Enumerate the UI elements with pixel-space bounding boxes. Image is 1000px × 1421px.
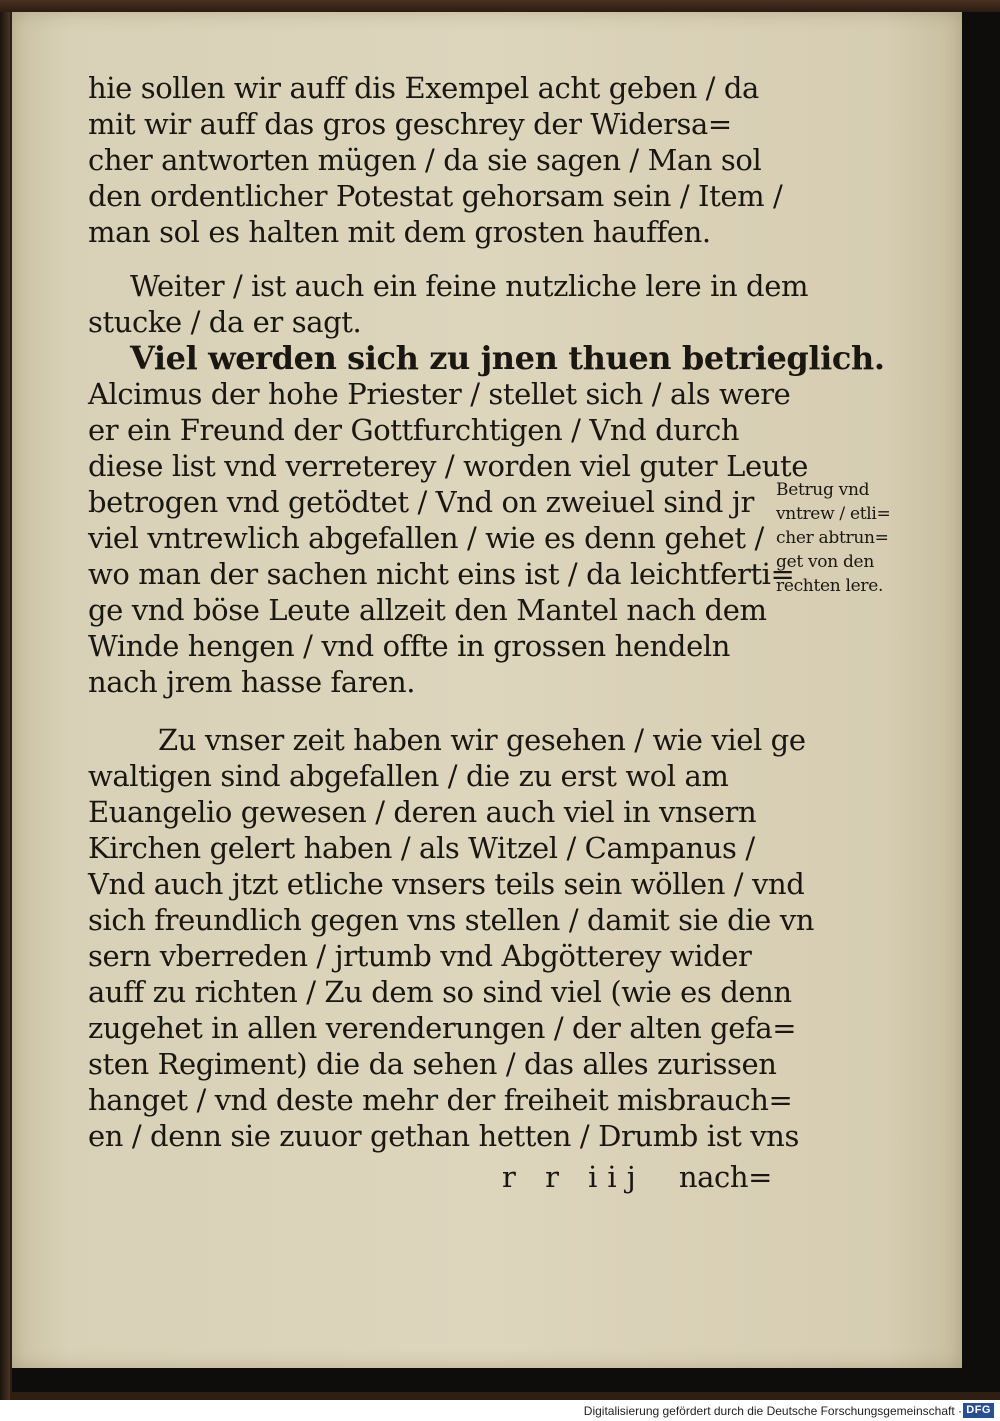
scan-border-bottom — [12, 1368, 962, 1392]
text-line: wo man der sachen nicht eins ist / da leichtferti= — [88, 557, 795, 591]
text-line: Vnd auch jtzt etliche vnsers teils sein wöllen / vnd — [88, 867, 805, 901]
text-line: betrogen vnd getödtet / Vnd on zweiuel sind jr — [88, 485, 754, 519]
page-signature-line — [502, 1160, 772, 1194]
text-line: Euangelio gewesen / deren auch viel in vnsern — [88, 795, 757, 829]
digitization-footer — [0, 1400, 1000, 1421]
text-line: viel vntrewlich abgefallen / wie es denn gehet / — [88, 521, 764, 555]
text-line: sich freundlich gegen vns stellen / damit sie die vn — [88, 903, 814, 937]
marginal-note-line: get von den — [776, 552, 874, 572]
text-line: Winde hengen / vnd offte in grossen hendeln — [88, 629, 730, 663]
dfg-logo: DFG — [963, 1403, 994, 1418]
scripture-quote-heading: Viel werden sich zu jnen thuen betrieglich. — [130, 339, 885, 377]
text-line: cher antworten mügen / da sie sagen / Man sol — [88, 143, 762, 177]
text-line: diese list vnd verreterey / worden viel guter Leute — [88, 449, 809, 483]
marginal-note-line: Betrug vnd — [776, 480, 870, 500]
funding-credit: Digitalisierung gefördert durch die Deutsche Forschungsgemeinschaft · — [583, 1404, 962, 1418]
text-line: Weiter / ist auch ein feine nutzliche lere in dem — [130, 269, 809, 303]
catchword: nach= — [678, 1160, 772, 1194]
text-line: nach jrem hasse faren. — [88, 665, 416, 699]
text-line: sten Regiment) die da sehen / das alles zurissen — [88, 1047, 777, 1081]
marginal-note-line: rechten lere. — [776, 576, 884, 596]
text-line: er ein Freund der Gottfurchtigen / Vnd durch — [88, 413, 740, 447]
marginal-note-line: cher abtrun= — [776, 528, 889, 548]
signature-mark: r r iij — [502, 1160, 646, 1194]
book-top-edge — [0, 0, 1000, 12]
marginal-note — [776, 478, 916, 598]
paragraph-gap — [88, 250, 778, 268]
text-line: hanget / vnd deste mehr der freiheit misbrauch= — [88, 1083, 793, 1117]
text-line: hie sollen wir auff dis Exempel acht geben / da — [88, 71, 759, 105]
text-line: mit wir auff das gros geschrey der Widersa= — [88, 107, 732, 141]
text-line: ge vnd böse Leute allzeit den Mantel nach dem — [88, 593, 767, 627]
text-line: waltigen sind abgefallen / die zu erst wol am — [88, 759, 729, 793]
text-line: zugehet in allen verenderungen / der alten gefa= — [88, 1011, 797, 1045]
paragraph-gap — [88, 700, 778, 722]
text-line: sern vberreden / jrtumb vnd Abgötterey wider — [88, 939, 752, 973]
book-spine-edge — [0, 0, 10, 1400]
text-line: Zu vnser zeit haben wir gesehen / wie viel ge — [158, 723, 806, 757]
marginal-note-line: vntrew / etli= — [776, 504, 891, 524]
text-line: Alcimus der hohe Priester / stellet sich / als were — [88, 377, 791, 411]
text-line: stucke / da er sagt. — [88, 305, 362, 339]
text-line: man sol es halten mit dem grosten hauffen. — [88, 215, 711, 249]
text-line: en / denn sie zuuor gethan hetten / Drumb ist vns — [88, 1119, 799, 1153]
text-line: auff zu richten / Zu dem so sind viel (wie es denn — [88, 975, 792, 1009]
text-line: den ordentlicher Potestat gehorsam sein / Item / — [88, 179, 783, 213]
text-line: Kirchen gelert haben / als Witzel / Campanus / — [88, 831, 755, 865]
scan-border-right — [962, 12, 1000, 1392]
